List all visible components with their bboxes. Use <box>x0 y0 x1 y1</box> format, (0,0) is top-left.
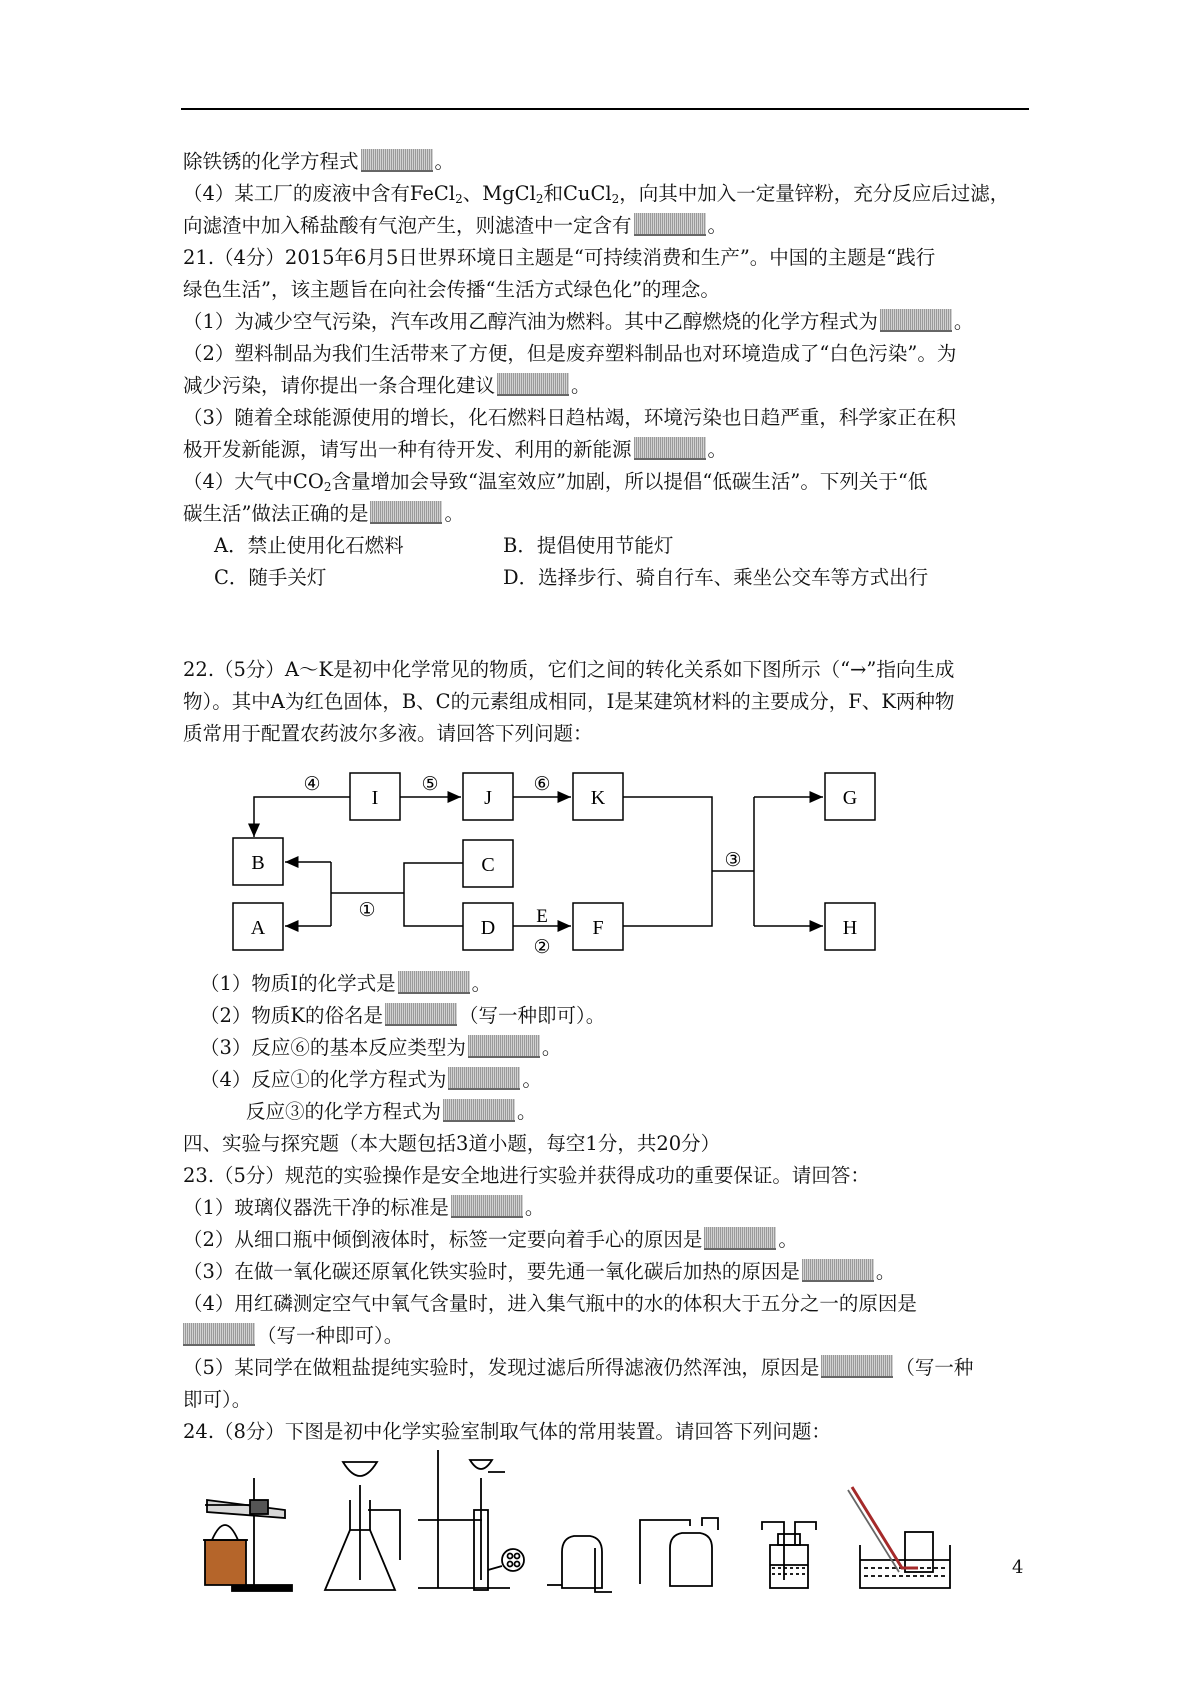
q22-3: （3）反应⑥的基本反应类型为 。 <box>200 1036 562 1059</box>
q20-4-line-2: 向滤渣中加入稀盐酸有气泡产生，则滤渣中一定含有 。 <box>183 214 728 237</box>
q21-3a: （3）随着全球能源使用的增长，化石燃料日趋枯竭，环境污染也日趋严重，科学家正在积 <box>183 406 956 429</box>
q23-2: （2）从细口瓶中倾倒液体时，标签一定要向着手心的原因是 。 <box>183 1228 798 1251</box>
option-c[interactable]: C．随手关灯 <box>214 566 327 589</box>
label-r6: ⑥ <box>533 774 551 795</box>
q22-4a: （4）反应①的化学方程式为 。 <box>200 1068 542 1091</box>
apparatus-water-trough <box>848 1487 950 1588</box>
q22-4b: 反应③的化学方程式为 。 <box>246 1100 537 1123</box>
q23-3: （3）在做一氧化碳还原氧化铁实验时，要先通一氧化碳后加热的原因是 。 <box>183 1260 896 1283</box>
q23-4b: （写一种即可）。 <box>183 1320 1033 1352</box>
label-r4: ④ <box>303 774 321 795</box>
node-d: D <box>480 917 496 939</box>
label-r1: ① <box>358 900 376 921</box>
q21-header-2: 绿色生活”，该主题旨在向社会传播“生活方式绿色化”的理念。 <box>183 278 720 301</box>
q23-5b: 即可）。 <box>183 1388 252 1411</box>
apparatus-gas-bottle-2 <box>640 1518 718 1586</box>
label-r3: ③ <box>724 850 742 871</box>
page-number: 4 <box>1012 1557 1024 1578</box>
q21-3b: 极开发新能源，请写出一种有待开发、利用的新能源 。 <box>183 438 728 461</box>
q23-5a: （5）某同学在做粗盐提纯实验时，发现过滤后所得滤液仍然浑浊，原因是 （写一种 <box>183 1356 974 1379</box>
q23-4a: （4）用红磷测定空气中氧气含量时，进入集气瓶中的水的体积大于五分之一的原因是 <box>183 1292 917 1315</box>
option-d[interactable]: D．选择步行、骑自行车、乘坐公交车等方式出行 <box>503 566 929 589</box>
node-i: I <box>371 787 379 809</box>
node-h: H <box>842 917 858 939</box>
apparatus-washing-bottle <box>762 1522 816 1588</box>
node-g: G <box>842 787 858 809</box>
node-j: J <box>484 787 492 809</box>
node-f: F <box>592 917 604 939</box>
q20-3-line: 除铁锈的化学方程式 。 <box>183 150 455 173</box>
q22-header-3: 质常用于配置农药波尔多液。请回答下列问题： <box>183 722 593 745</box>
q21-2a: （2）塑料制品为我们生活带来了方便，但是废弃塑料制品也对环境造成了“白色污染”。为 <box>183 342 957 365</box>
label-r2: ② <box>533 937 551 958</box>
q22-2: （2）物质K的俗名是 （写一种即可）。 <box>200 1004 606 1027</box>
q21-4a: （4）大气中$CO_2$含量增加会导致“温室效应”加剧，所以提倡“低碳生活”。下列关于“低 <box>183 470 928 494</box>
node-b: B <box>251 852 265 874</box>
q22-header-1: 22.（5分）A～K是初中化学常见的物质，它们之间的转化关系如下图所示（“→”指向生成 <box>183 658 955 681</box>
apparatus-heating-stand <box>203 1478 292 1591</box>
q22-header-2: 物）。其中A为红色固体，B、C的元素组成相同，I是某建筑材料的主要成分，F、K两种物 <box>183 690 955 713</box>
label-e: E <box>536 906 548 927</box>
q21-header-1: 21.（4分）2015年6月5日世界环境日主题是“可持续消费和生产”。中国的主题是“践行 <box>183 246 936 269</box>
apparatus-test-tube-stand <box>418 1450 524 1590</box>
option-a[interactable]: A．禁止使用化石燃料 <box>214 534 404 557</box>
apparatus-gas-bottle-1 <box>547 1536 612 1592</box>
q23-header: 23.（5分）规范的实验操作是安全地进行实验并获得成功的重要保证。请回答： <box>183 1164 870 1187</box>
q21-4b: 碳生活”做法正确的是 。 <box>183 502 464 525</box>
q21-1: （1）为减少空气污染，汽车改用乙醇汽油为燃料。其中乙醇燃烧的化学方程式为 。 <box>183 310 974 333</box>
q20-4-line-1: （4）某工厂的废液中含有FeCl$_2$、MgCl$_2$和CuCl$_2$，向其中加入一定量锌粉，充分反应后过滤， <box>183 182 1010 206</box>
q24-header: 24.（8分）下图是初中化学实验室制取气体的常用装置。请回答下列问题： <box>183 1420 831 1443</box>
node-a: A <box>250 917 266 939</box>
label-r5: ⑤ <box>421 774 439 795</box>
q22-1: （1）物质I的化学式是 。 <box>200 972 492 995</box>
node-c: C <box>481 854 495 876</box>
apparatus-conical-flask <box>325 1462 400 1590</box>
section-4-title: 四、实验与探究题（本大题包括3道小题，每空1分，共20分） <box>183 1132 721 1155</box>
q21-2b: 减少污染，请你提出一条合理化建议 。 <box>183 374 591 397</box>
node-k: K <box>590 787 606 809</box>
q23-1: （1）玻璃仪器洗干净的标准是 。 <box>183 1196 545 1219</box>
option-b[interactable]: B．提倡使用节能灯 <box>503 534 674 557</box>
